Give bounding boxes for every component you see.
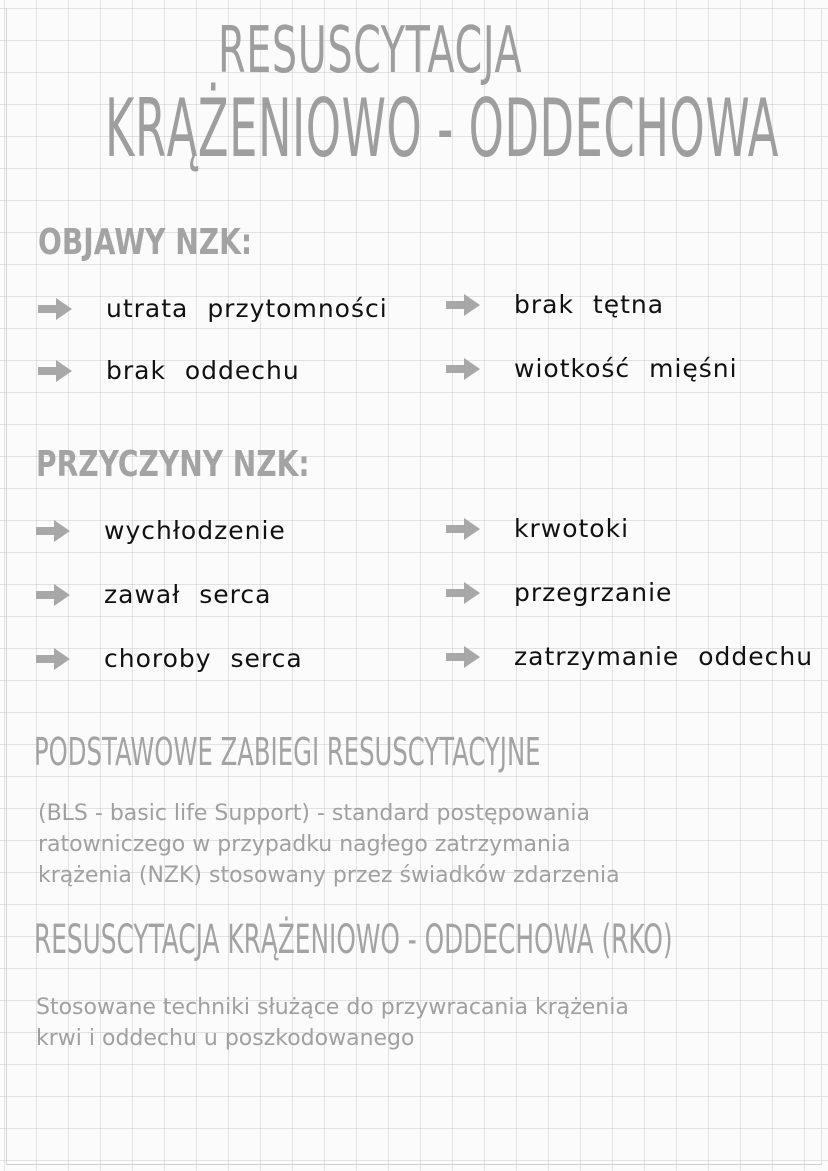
page-title-line-2: KRĄŻENIOWO - ODDECHOWA bbox=[105, 82, 779, 175]
bls-line: (BLS - basic life Support) - standard postępowania bbox=[38, 801, 590, 826]
rko-heading: RESUSCYTACJA KRĄŻENIOWO - ODDECHOWA (RKO) bbox=[34, 917, 673, 963]
cause-label: choroby serca bbox=[104, 644, 303, 673]
bls-heading: PODSTAWOWE ZABIEGI RESUSCYTACYJNE bbox=[34, 730, 541, 774]
arrow-right-icon bbox=[38, 360, 72, 382]
cause-label: krwotoki bbox=[514, 514, 630, 543]
rko-definition bbox=[36, 992, 629, 1054]
arrow-right-icon bbox=[446, 294, 480, 316]
arrow-right-icon bbox=[36, 520, 70, 542]
cause-item bbox=[446, 514, 629, 543]
symptom-label: wiotkość mięśni bbox=[514, 354, 738, 383]
cause-item bbox=[36, 644, 303, 673]
page-title-line-1: RESUSCYTACJA bbox=[218, 14, 523, 88]
symptom-item bbox=[38, 356, 300, 385]
cause-item bbox=[36, 580, 271, 609]
cause-label: zatrzymanie oddechu bbox=[514, 642, 814, 671]
cause-label: zawał serca bbox=[104, 580, 272, 609]
symptom-item bbox=[446, 290, 664, 319]
bls-line: krążenia (NZK) stosowany przez świadków zdarzenia bbox=[38, 863, 620, 888]
arrow-right-icon bbox=[36, 648, 70, 670]
causes-heading: PRZYCZYNY NZK: bbox=[36, 444, 310, 485]
rko-line: krwi i oddechu u poszkodowanego bbox=[36, 1026, 415, 1051]
symptom-item bbox=[446, 354, 738, 383]
symptom-label: brak oddechu bbox=[106, 356, 300, 385]
bls-line: ratowniczego w przypadku nagłego zatrzymania bbox=[38, 832, 571, 857]
cause-item bbox=[446, 642, 813, 671]
cause-label: wychłodzenie bbox=[104, 516, 286, 545]
symptom-item bbox=[38, 294, 388, 323]
arrow-right-icon bbox=[446, 518, 480, 540]
symptom-label: brak tętna bbox=[514, 290, 665, 319]
arrow-right-icon bbox=[446, 358, 480, 380]
arrow-right-icon bbox=[38, 298, 72, 320]
cause-item bbox=[36, 516, 286, 545]
cause-label: przegrzanie bbox=[514, 578, 673, 607]
arrow-right-icon bbox=[36, 584, 70, 606]
symptom-label: utrata przytomności bbox=[106, 294, 388, 323]
symptoms-heading: OBJAWY NZK: bbox=[38, 222, 253, 263]
cause-item bbox=[446, 578, 672, 607]
arrow-right-icon bbox=[446, 582, 480, 604]
rko-line: Stosowane techniki służące do przywracania krążenia bbox=[36, 995, 629, 1020]
arrow-right-icon bbox=[446, 646, 480, 668]
bls-definition bbox=[38, 798, 620, 891]
